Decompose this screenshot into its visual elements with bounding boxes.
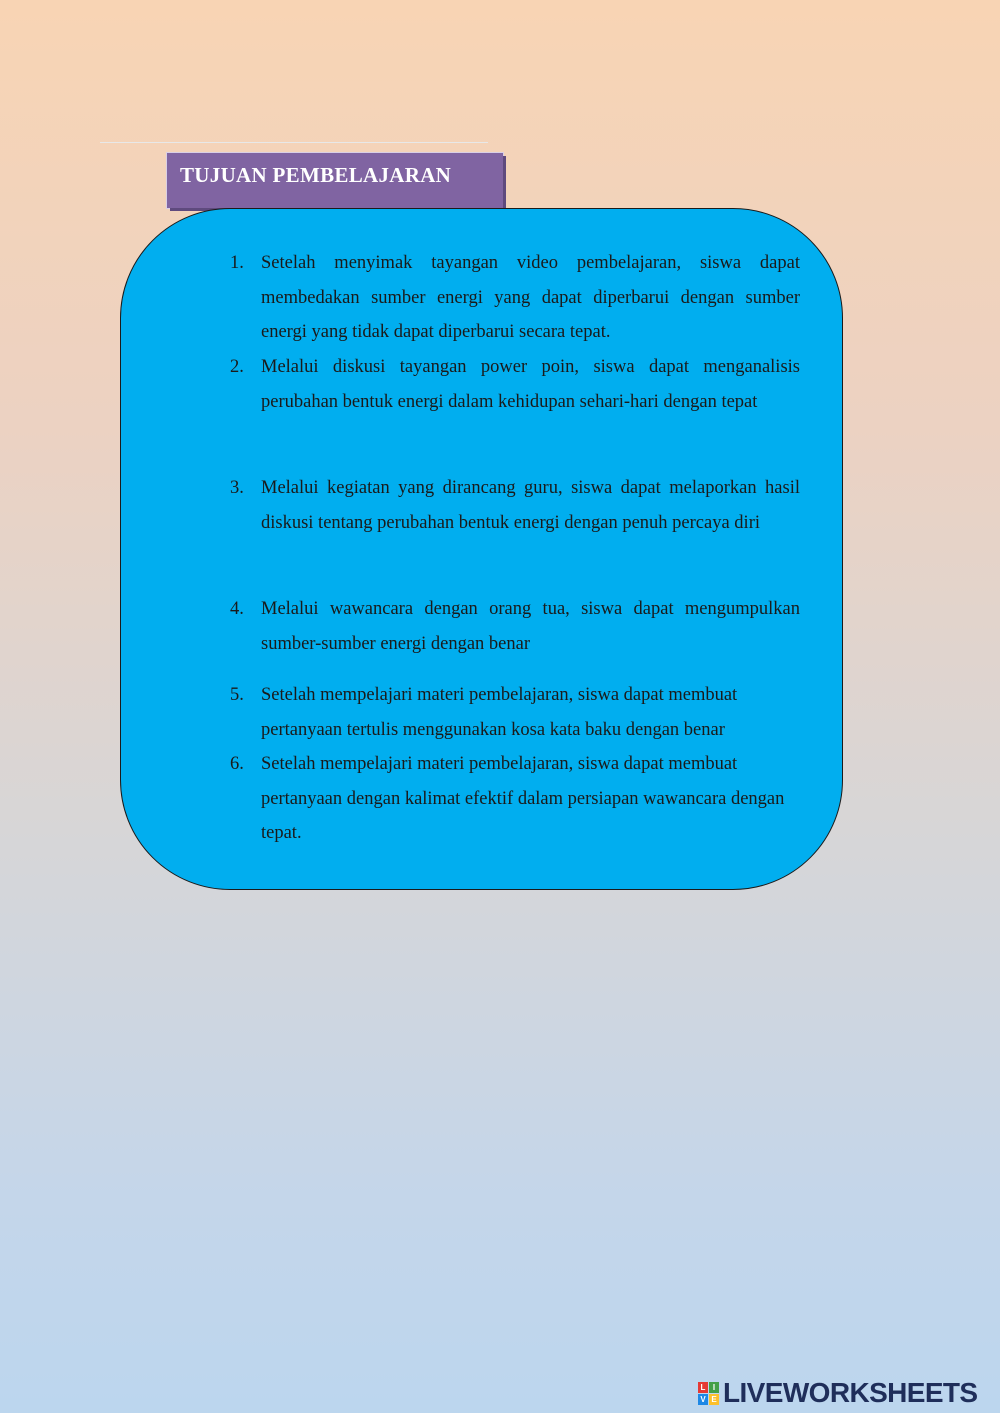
objective-number: 5. [230, 685, 244, 705]
objective-text: Melalui kegiatan yang dirancang guru, siswa dapat melaporkan hasil diskusi tentang perubahan bentuk energi dengan penuh percaya diri [261, 478, 800, 533]
section-title: TUJUAN PEMBELAJARAN [180, 163, 452, 187]
objective-text: Setelah mempelajari materi pembelajaran, siswa dapat membuat pertanyaan dengan kalimat efektif dalam persiapan wawancara dengan tepat. [261, 754, 785, 843]
objective-text: Melalui diskusi tayangan power poin, siswa dapat menganalisis perubahan bentuk energi dalam kehidupan sehari-hari dengan tepat [261, 357, 800, 412]
objectives-panel [120, 208, 843, 890]
objective-number: 1. [230, 253, 244, 273]
logo-letter: E [709, 1394, 719, 1405]
objective-number: 2. [230, 357, 244, 377]
top-divider [100, 142, 488, 143]
objective-number: 6. [230, 754, 244, 774]
logo-letter: V [698, 1394, 708, 1405]
logo-letter: I [709, 1382, 719, 1393]
objective-text: Melalui wawancara dengan orang tua, siswa dapat mengumpulkan sumber-sumber energi dengan benar [261, 599, 800, 654]
objective-number: 3. [230, 478, 244, 498]
objective-text: Setelah mempelajari materi pembelajaran, siswa dapat membuat pertanyaan tertulis menggunakan kosa kata baku dengan benar [261, 685, 738, 740]
section-title-box [167, 153, 503, 208]
objective-text: Setelah menyimak tayangan video pembelajaran, siswa dapat membedakan sumber energi yang dapat diperbarui dengan sumber energi yang tidak dapat diperbarui secara tepat. [261, 253, 800, 342]
liveworksheets-brand [698, 1376, 994, 1410]
liveworksheets-logo-icon [698, 1382, 720, 1406]
objective-number: 4. [230, 599, 244, 619]
brand-name: LIVEWORKSHEETS [723, 1377, 978, 1408]
logo-letter: L [698, 1382, 708, 1393]
